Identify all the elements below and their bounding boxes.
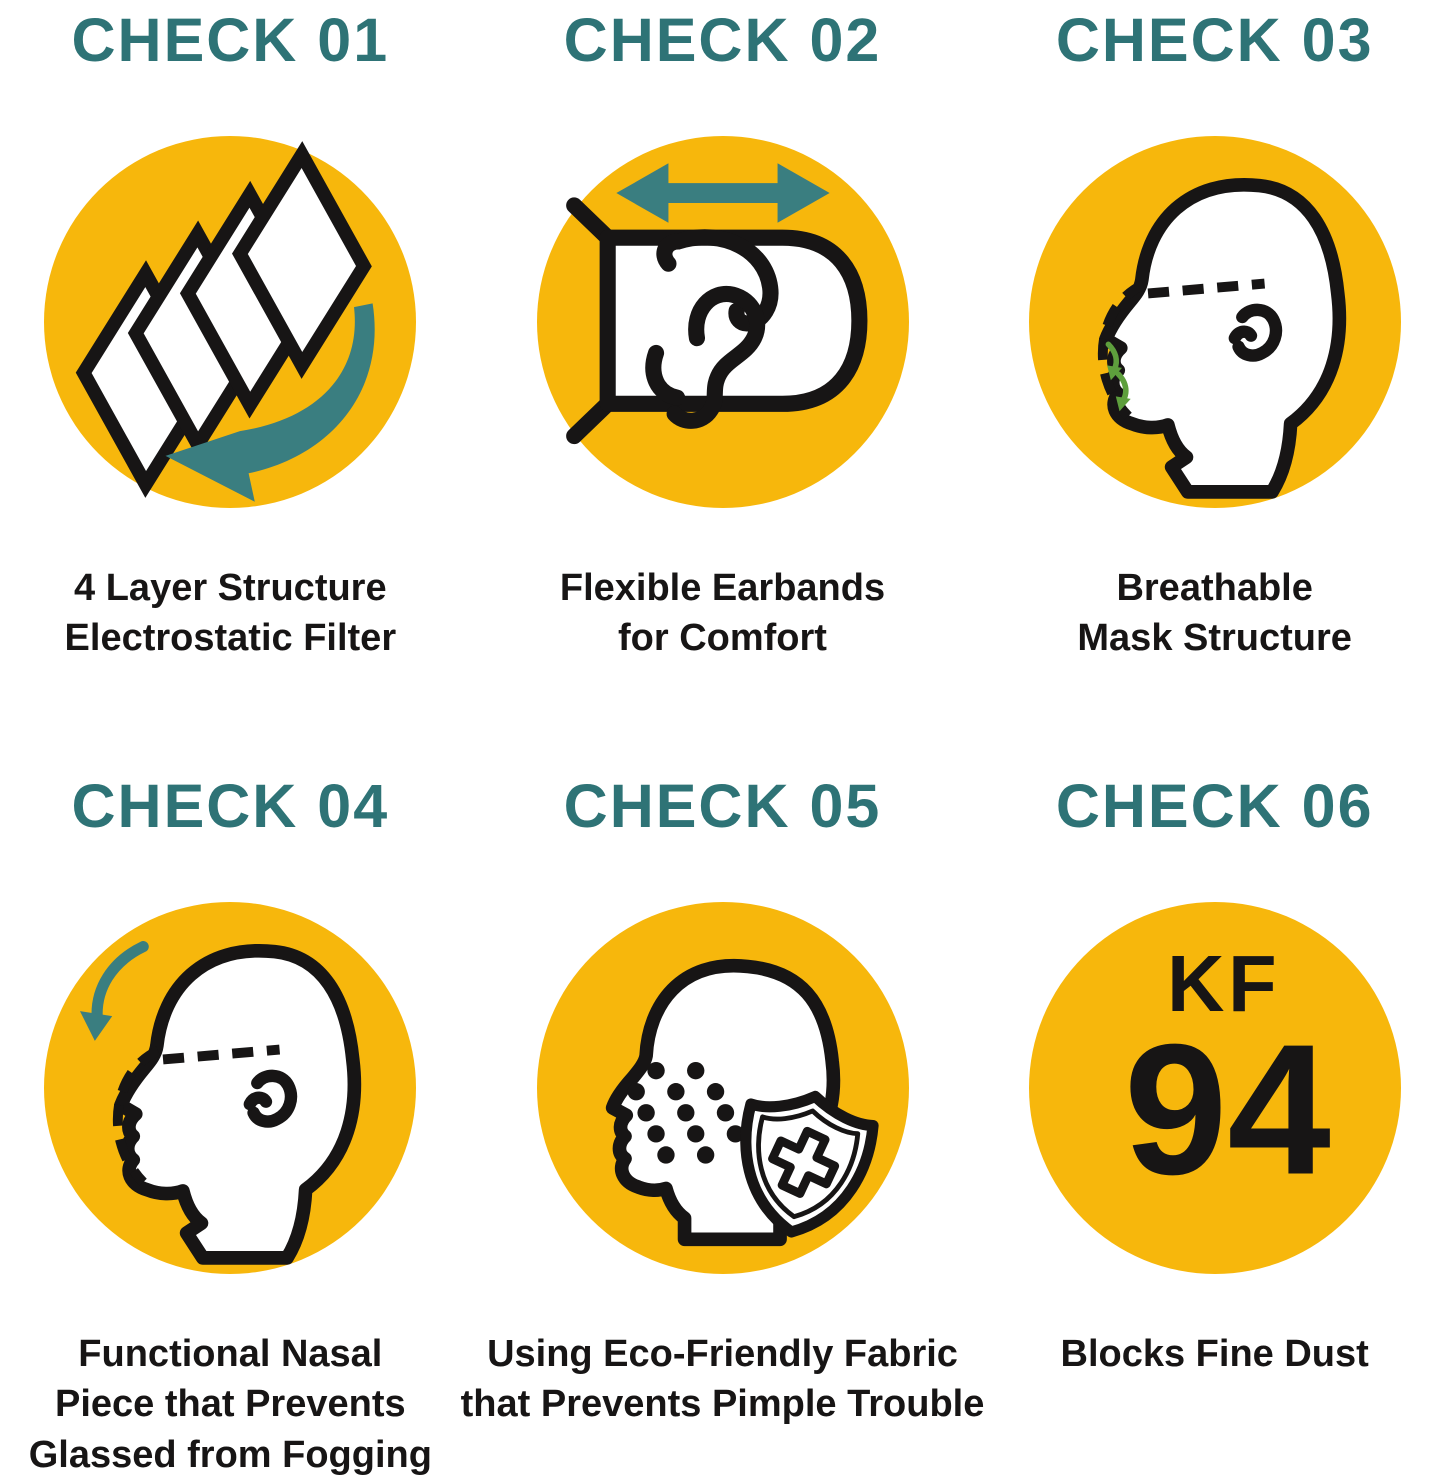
pimple-shield-head-icon bbox=[537, 902, 909, 1274]
caption-line: Flexible Earbands bbox=[559, 567, 886, 610]
double-arrow-icon bbox=[616, 164, 829, 224]
check-06-heading: CHECK 06 bbox=[1055, 772, 1374, 840]
kf-number: 94 bbox=[1123, 1006, 1331, 1214]
check-06-badge bbox=[1029, 902, 1401, 1274]
feature-card-check-04 bbox=[0, 725, 461, 1479]
caption-line: 4 Layer Structure bbox=[74, 567, 387, 610]
check-06-caption bbox=[1061, 1329, 1369, 1379]
caption-line: Electrostatic Filter bbox=[64, 617, 397, 660]
head-profile-icon bbox=[1106, 185, 1339, 492]
nose-arrow-icon bbox=[97, 947, 143, 1020]
check-04-heading: CHECK 04 bbox=[71, 772, 390, 840]
check-01-heading: CHECK 01 bbox=[71, 6, 390, 74]
caption-line: Blocks Fine Dust bbox=[1060, 1333, 1369, 1376]
breathable-mask-head-icon bbox=[1029, 136, 1401, 508]
flexible-earbands-icon bbox=[537, 136, 909, 508]
feature-card-check-05 bbox=[461, 725, 985, 1479]
kf-label: KF bbox=[1166, 939, 1280, 1029]
caption-line: for Comfort bbox=[618, 617, 827, 660]
caption-line: that Prevents Pimple Trouble bbox=[460, 1383, 985, 1426]
caption-line: Glassed from Fogging bbox=[28, 1433, 432, 1476]
check-02-caption bbox=[560, 563, 885, 663]
check-04-badge bbox=[44, 902, 416, 1274]
feature-card-check-02 bbox=[461, 0, 985, 725]
check-05-heading: CHECK 05 bbox=[563, 772, 882, 840]
check-01-badge bbox=[44, 136, 416, 508]
kf94-badge bbox=[1029, 902, 1401, 1274]
check-05-badge bbox=[537, 902, 909, 1274]
check-03-caption bbox=[1077, 563, 1352, 663]
check-03-badge bbox=[1029, 136, 1401, 508]
check-01-caption bbox=[65, 563, 397, 663]
caption-line: Using Eco-Friendly Fabric bbox=[487, 1333, 958, 1376]
nasal-piece-head-icon bbox=[44, 902, 416, 1274]
head-profile-icon bbox=[121, 951, 354, 1258]
feature-card-check-01 bbox=[0, 0, 461, 725]
filter-layers-icon bbox=[44, 136, 416, 508]
caption-line: Functional Nasal bbox=[78, 1333, 383, 1376]
caption-line: Mask Structure bbox=[1077, 617, 1352, 660]
check-04-caption bbox=[29, 1329, 432, 1479]
check-03-heading: CHECK 03 bbox=[1055, 6, 1374, 74]
nose-arrowhead bbox=[80, 1011, 112, 1041]
check-02-heading: CHECK 02 bbox=[563, 6, 882, 74]
check-05-caption bbox=[461, 1329, 985, 1429]
check-02-badge bbox=[537, 136, 909, 508]
caption-line: Piece that Prevents bbox=[55, 1383, 406, 1426]
feature-card-check-03 bbox=[984, 0, 1445, 725]
feature-card-check-06 bbox=[984, 725, 1445, 1479]
caption-line: Breathable bbox=[1116, 567, 1313, 610]
